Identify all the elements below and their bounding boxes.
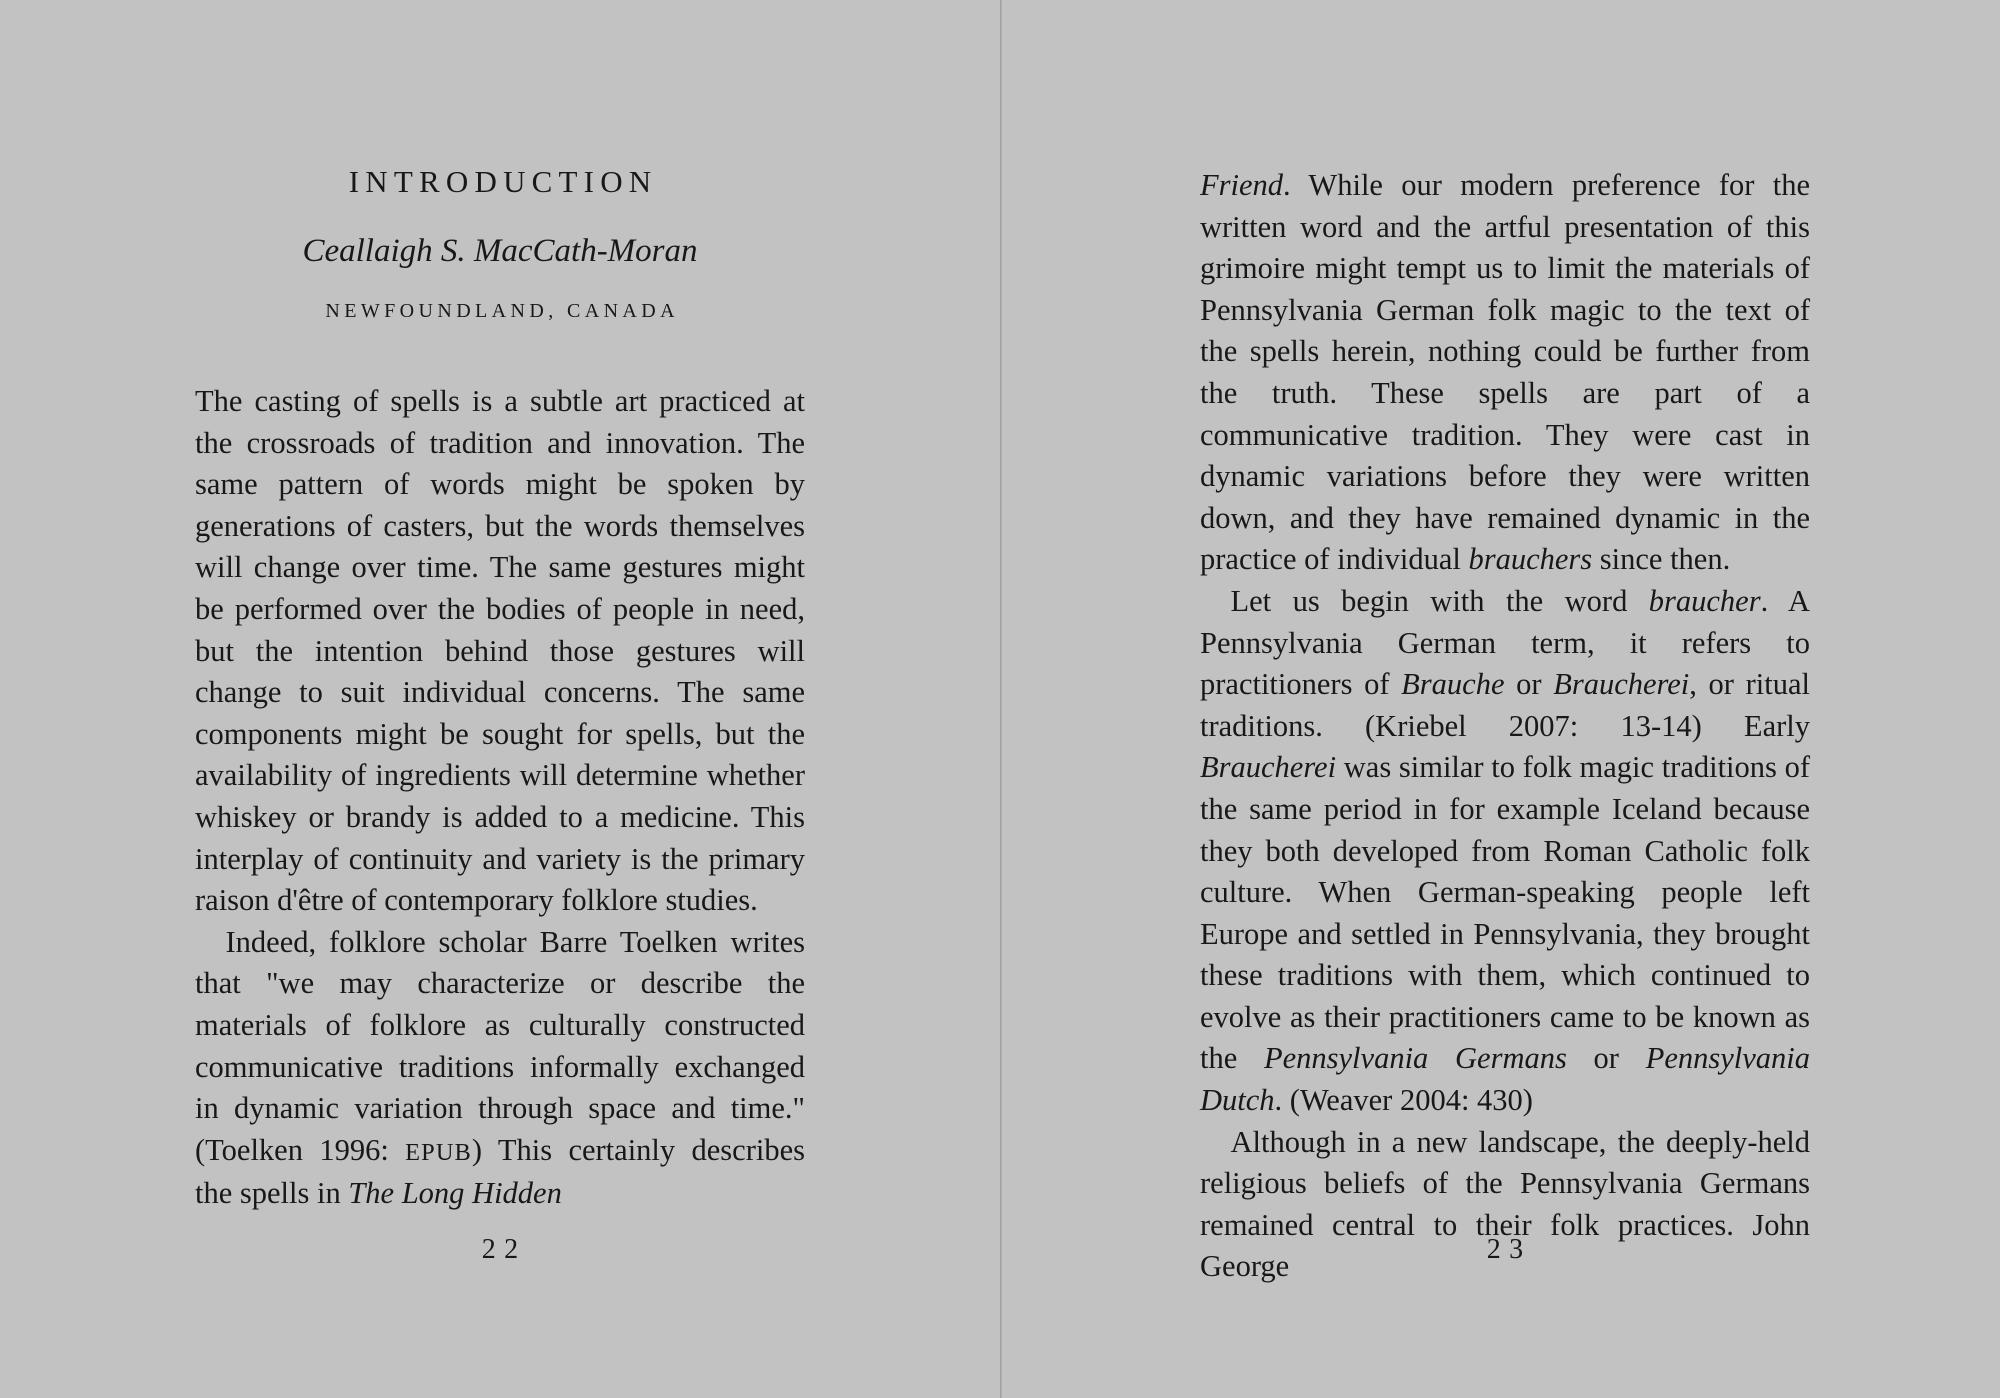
text-run: . While our modern preference for the written word and the artful presentation of this grimoire might tempt us to limit the materials of Pennsylvania German folk magic to the text of the spells herein, nothing could be further from the truth. These spells are part of a communicative tradition. They were cast in dynamic variations before they were written down, and they have remained dynamic in the practice of individual — [1200, 168, 1810, 577]
text-run: Indeed, folklore scholar Barre Toelken writes that "we may characterize or describe the materials of folklore as culturally constructed communicative traditions informally exchanged in dynamic variation through space and time." (Toelken 1996: — [195, 924, 805, 1167]
small-caps-run: EPUB — [405, 1138, 472, 1166]
text-run: Let us begin with the word — [1230, 583, 1649, 618]
page-number-left: 22 — [481, 1234, 527, 1265]
text-run: . A Pennsylvania German term, it refers to practitioners of — [1200, 583, 1810, 702]
paragraph — [1200, 581, 1810, 1122]
italic-run: Pennsylvania Dutch — [1200, 1041, 1810, 1118]
italic-run: Pennsylvania Germans — [1263, 1041, 1567, 1076]
italic-run: Friend — [1200, 168, 1284, 202]
page-number-right: 23 — [1486, 1234, 1532, 1265]
italic-run: brauchers — [1468, 542, 1593, 577]
italic-run: braucher — [1648, 583, 1761, 618]
page-right — [1000, 0, 2000, 1398]
italic-run: Brauche — [1401, 667, 1505, 702]
italic-run: Braucherei — [1200, 750, 1337, 785]
byline-location: NEWFOUNDLAND, CANADA — [325, 300, 679, 323]
italic-run: The Long Hidden — [348, 1176, 562, 1211]
text-run: since then. — [1592, 542, 1731, 577]
text-run: Although in a new landscape, the deeply-held religious beliefs of the Pennsylvania Germans remained central to their folk practices. John George — [1200, 1124, 1810, 1284]
text-run: ) This certainly describes the spells in — [195, 1132, 805, 1211]
left-page-textblock — [195, 165, 805, 1215]
text-run: or — [1504, 667, 1554, 702]
text-run: The casting of spells is a subtle art practiced at the crossroads of tradition and innovation. The same pattern of words might be spoken by generations of casters, but the words themselves will change over time. The same gestures might be performed over the bodies of people in need, but the intention behind those gestures will change to suit individual concerns. The same components might be sought for spells, but the availability of ingredients will determine whether whiskey or brandy is added to a medicine. This interplay of continuity and variety is the primary raison d'être of contemporary folklore studies. — [195, 384, 805, 918]
right-page-textblock — [1200, 165, 1810, 1288]
byline-author: Ceallaigh S. MacCath-Moran — [302, 233, 698, 270]
text-run: . (Weaver 2004: 430) — [1274, 1083, 1533, 1118]
chapter-title: INTRODUCTION — [348, 164, 658, 199]
paragraph — [1200, 165, 1810, 581]
text-run: , or ritual traditions. (Kriebel 2007: 13-14) Early — [1200, 667, 1810, 743]
italic-run: Braucherei — [1553, 667, 1690, 702]
paragraph — [195, 922, 805, 1215]
left-page-body — [195, 381, 805, 1215]
paragraph — [195, 381, 805, 922]
right-page-body — [1200, 165, 1810, 1288]
text-run: or — [1566, 1041, 1646, 1076]
text-run: was similar to folk magic traditions of the same period in for example Iceland because they both developed from Roman Catholic folk culture. When German-speaking people left Europe and settled in Pennsylvania, they brought these traditions with them, which continued to evolve as their practitioners came to be known as the — [1200, 750, 1810, 1076]
